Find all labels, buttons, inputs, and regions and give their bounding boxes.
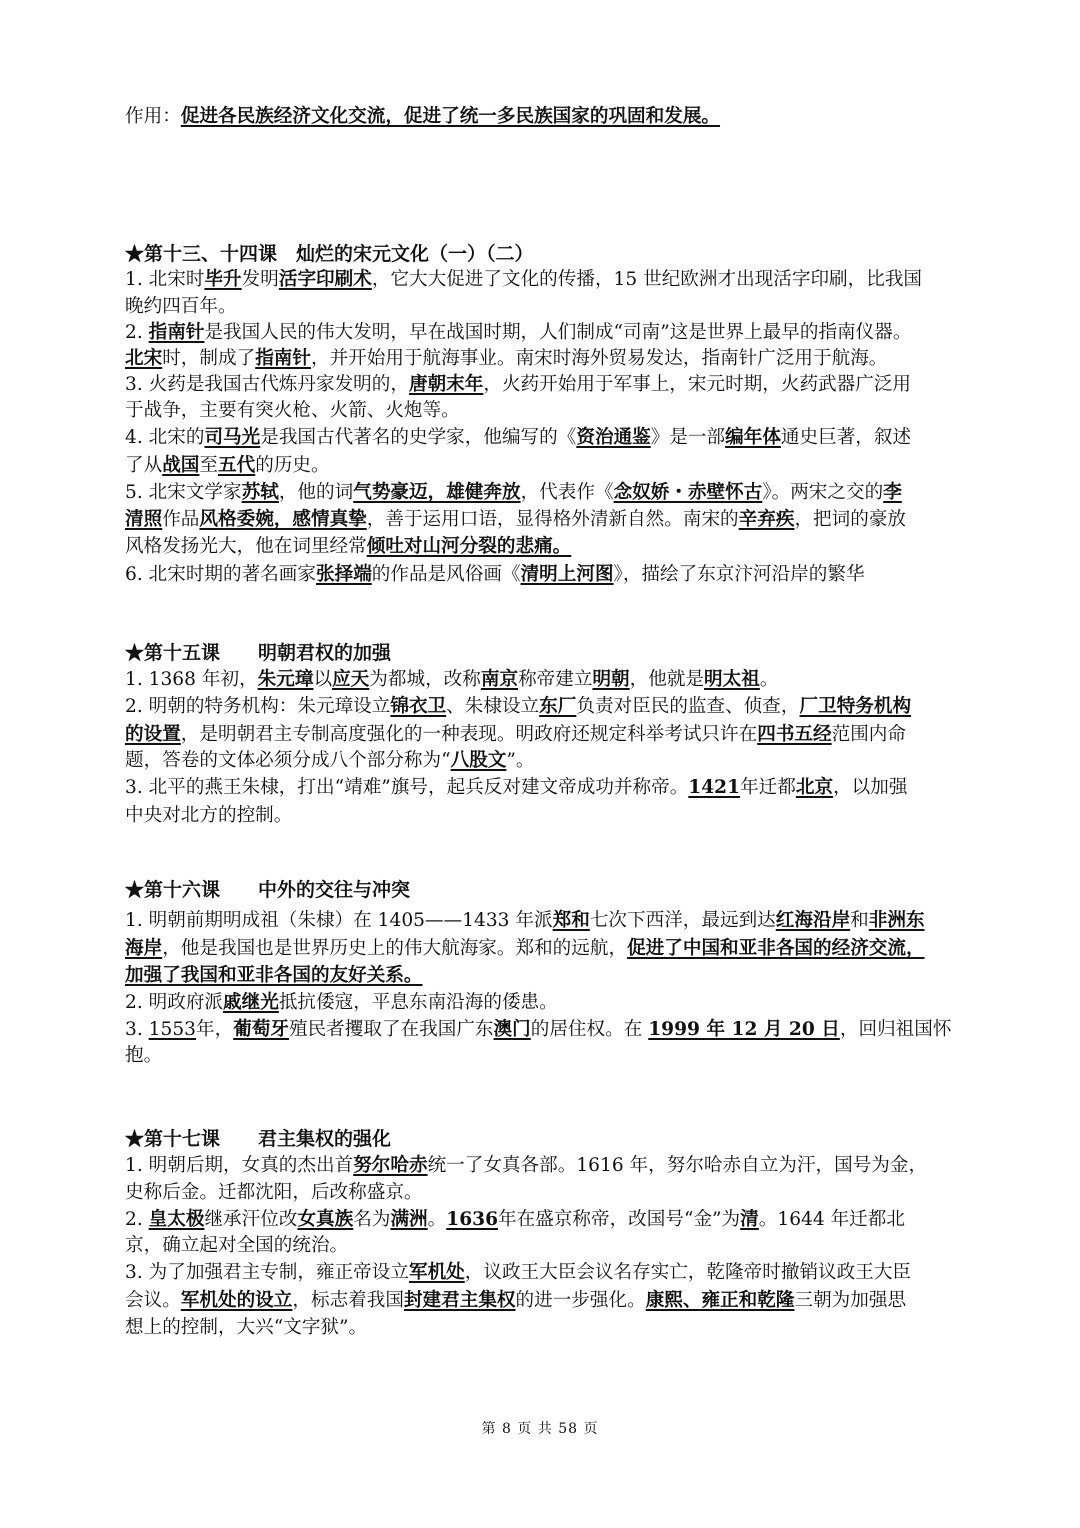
- text-segment: ，标志着我国: [292, 1290, 404, 1311]
- key-term: 唐朝末年: [408, 374, 484, 395]
- text-line: [125, 294, 1005, 320]
- text-segment: 1. 明朝后期，女真的杰出首: [125, 1155, 354, 1176]
- text-segment: 名为: [353, 1209, 391, 1230]
- key-term: 郑和: [552, 910, 590, 931]
- text-segment: ，把词的豪放: [794, 509, 907, 530]
- text-segment: 七次下西洋，最远到达: [589, 910, 776, 931]
- key-term: 指南针: [148, 322, 205, 343]
- key-term: 红海沿岸: [775, 910, 851, 931]
- text-segment: 题，答卷的文体必须分成八个部分称为“: [125, 750, 451, 771]
- text-segment: 的居住权。在: [530, 1019, 649, 1040]
- text-line: [125, 1017, 1005, 1043]
- text-line: [125, 694, 1005, 720]
- text-segment: ，他的词: [278, 482, 354, 503]
- text-segment: 。: [759, 669, 779, 690]
- key-term: 毕升: [204, 269, 242, 290]
- text-segment: 和: [850, 910, 869, 931]
- text-line: [125, 1153, 1005, 1179]
- text-segment: 年在盛京称帝，改国号“金”为: [498, 1209, 741, 1230]
- text-segment: 5. 北宋文学家: [125, 482, 242, 503]
- text-segment: 抱。: [125, 1045, 163, 1066]
- text-segment: 3. 火药是我国古代炼丹家发明的，: [125, 374, 409, 395]
- key-term: 五代: [218, 455, 256, 476]
- text-segment: 范围内命: [831, 724, 906, 745]
- key-term: 苏轼: [241, 482, 279, 503]
- text-segment: ，议政王大臣会议名存实亡，乾隆帝时撤销议政王大臣: [464, 1262, 912, 1283]
- text-line: [125, 398, 1005, 424]
- text-line: [125, 1180, 1005, 1206]
- text-segment: 发明: [241, 269, 279, 290]
- section-heading: ★第十五课 明朝君权的加强: [125, 642, 392, 664]
- key-term: 清照: [125, 509, 163, 530]
- key-term: 满洲: [390, 1209, 428, 1230]
- key-term: 清: [740, 1209, 759, 1230]
- text-line: [125, 936, 1005, 962]
- text-segment: 负责对臣民的监查、侦查，: [576, 696, 800, 717]
- key-term: 厂卫特务机构: [799, 696, 912, 717]
- text-segment: 1. 明朝前期明成祖（朱棣）在 1405——1433 年派: [125, 910, 553, 931]
- intro-label: 作用：: [125, 106, 181, 127]
- text-segment: 》，描绘了东京汴河沿岸的繁华: [613, 564, 865, 585]
- intro-text: 促进各民族经济文化交流，促进了统一多民族国家的巩固和发展。: [180, 106, 721, 127]
- text-line: [125, 534, 1005, 560]
- text-line: [125, 1207, 1005, 1233]
- text-segment: ”。: [506, 750, 535, 771]
- text-line: [125, 372, 1005, 398]
- text-segment: 殖民者攫取了在我国广东: [288, 1019, 494, 1040]
- text-line: [125, 908, 1005, 934]
- key-term: 努尔哈赤: [353, 1155, 428, 1176]
- key-term: 念奴娇・赤壁怀古: [613, 482, 763, 503]
- text-segment: ，他是我国也是世界历史上的伟大航海家。郑和的远航，: [162, 938, 628, 959]
- text-segment: 4. 北宋的: [125, 427, 205, 448]
- text-segment: 年，: [195, 1019, 234, 1040]
- key-term: 风格委婉，感情真挚: [199, 509, 367, 530]
- text-segment: ，是明朝君主专制高度强化的一种表现。明政府还规定科举考试只许在: [180, 724, 758, 745]
- text-segment: 会议。: [125, 1290, 181, 1311]
- key-term: 应天: [332, 669, 370, 690]
- text-segment: 、朱棣设立: [446, 696, 540, 717]
- text-segment: 的历史。: [255, 455, 330, 476]
- text-segment: 。1644 年迁都北: [758, 1209, 905, 1230]
- text-segment: 。: [427, 1209, 447, 1230]
- text-segment: 至: [199, 455, 219, 476]
- key-term: 封建君主集权: [403, 1290, 516, 1311]
- key-term: 加强了我国和亚非各国的友好关系。: [125, 965, 423, 986]
- text-segment: 风格发扬光大，他在词里经常: [125, 536, 367, 557]
- text-line: [125, 480, 1005, 506]
- text-segment: 称帝建立: [518, 669, 593, 690]
- text-line: [125, 507, 1005, 533]
- text-line: [125, 1288, 1005, 1314]
- text-line: [125, 722, 1005, 748]
- text-segment: ，代表作《: [520, 482, 614, 503]
- text-segment: 晚约四百年。: [125, 296, 237, 317]
- key-term: 辛弃疾: [738, 509, 795, 530]
- key-term: 北京: [795, 777, 834, 798]
- text-segment: 6. 北宋时期的著名画家: [125, 564, 316, 585]
- key-term: 康熙、雍正和乾隆: [645, 1290, 795, 1311]
- text-segment: 2. 明朝的特务机构：朱元璋设立: [125, 696, 391, 717]
- key-term: 戚继光: [223, 992, 279, 1013]
- text-segment: ，它大大促进了文化的传播，15 世纪欧洲才出现活字印刷，比我国: [371, 269, 923, 290]
- text-segment: 时，制成了: [162, 348, 256, 369]
- text-line: [125, 1043, 1005, 1069]
- key-term: 战国: [162, 455, 200, 476]
- key-term: 明太祖: [704, 669, 760, 690]
- key-term: 指南针: [255, 348, 311, 369]
- page-footer: 第 8 页 共 58 页: [481, 1421, 599, 1437]
- key-term: 皇太极: [148, 1209, 205, 1230]
- text-segment: 1. 北宋时: [125, 269, 205, 290]
- text-segment: 1. 1368 年初，: [125, 669, 258, 690]
- key-term: 的设置: [125, 724, 181, 745]
- text-segment: 3. 北平的燕王朱棣，打出“靖难”旗号，起兵反对建文帝成功并称帝。: [125, 777, 689, 798]
- text-segment: 统一了女真各部。1616 年，努尔哈赤自立为汗，国号为金，: [427, 1155, 928, 1176]
- text-segment: 中央对北方的控制。: [125, 805, 293, 826]
- text-segment: 想上的控制，大兴“文字狱”。: [125, 1317, 368, 1338]
- key-term: 北宋: [125, 348, 163, 369]
- key-term: 女真族: [297, 1209, 354, 1230]
- text-line: [125, 425, 1005, 451]
- text-segment: 史称后金。迁都沈阳，后改称盛京。: [125, 1182, 423, 1203]
- text-segment: 3. 为了加强君主专制，雍正帝设立: [125, 1262, 409, 1283]
- text-segment: 京，确立起对全国的统治。: [125, 1235, 349, 1256]
- text-segment: 为都城，改称: [369, 669, 481, 690]
- key-term: 司马光: [204, 427, 261, 448]
- key-term: 海岸: [125, 938, 163, 959]
- text-segment: 3.: [125, 1019, 149, 1040]
- key-term: 1636: [446, 1209, 499, 1230]
- key-term: 1421: [688, 777, 741, 798]
- key-term: 南京: [480, 669, 519, 690]
- text-segment: ，并开始用于航海事业。南宋时海外贸易发达，指南针广泛用于航海。: [310, 348, 888, 369]
- key-term: 李: [883, 482, 902, 503]
- key-term: 张择端: [316, 564, 372, 585]
- text-line: [125, 803, 1005, 829]
- text-segment: 三朝为加强思: [794, 1290, 907, 1311]
- text-segment: 了从: [125, 455, 163, 476]
- key-term: 倾吐对山河分裂的悲痛。: [366, 536, 572, 557]
- key-term: 1553: [148, 1019, 196, 1040]
- text-segment: 于战争，主要有突火枪、火箭、火炮等。: [125, 400, 460, 421]
- key-term: 编年体: [725, 427, 781, 448]
- key-term: 清明上河图: [520, 564, 614, 585]
- text-line: [125, 1260, 1005, 1286]
- text-segment: 的作品是风俗画《: [371, 564, 521, 585]
- key-term: 军机处: [408, 1262, 465, 1283]
- text-line: [125, 775, 1005, 801]
- text-segment: 通史巨著，叙述: [780, 427, 912, 448]
- section-heading: ★第十三、十四课 灿烂的宋元文化（一）（二）: [125, 243, 534, 265]
- text-segment: 2.: [125, 322, 149, 343]
- text-line: [125, 748, 1005, 774]
- key-term: 促进了中国和亚非各国的经济交流，: [627, 938, 925, 959]
- key-term: 八股文: [450, 750, 507, 771]
- text-segment: 的进一步强化。: [515, 1290, 646, 1311]
- text-line: [125, 1315, 1005, 1341]
- key-term: 东厂: [539, 696, 577, 717]
- text-segment: 》。两宋之交的: [762, 482, 884, 503]
- text-segment: 2. 明政府派: [125, 992, 224, 1013]
- key-term: 气势豪迈，雄健奔放: [353, 482, 521, 503]
- text-line: [125, 346, 1005, 372]
- text-segment: 继承汗位改: [204, 1209, 298, 1230]
- text-segment: 以: [313, 669, 333, 690]
- text-line: [125, 267, 1005, 293]
- key-term: 1999 年 12 月 20 日: [648, 1019, 840, 1040]
- text-segment: ，他就是: [629, 669, 705, 690]
- text-segment: 抵抗倭寇，平息东南沿海的倭患。: [278, 992, 558, 1013]
- key-term: 锦衣卫: [390, 696, 447, 717]
- text-segment: ，火药开始用于军事上，宋元时期，火药武器广泛用: [483, 374, 912, 395]
- text-segment: 年迁都: [740, 777, 796, 798]
- key-term: 军机处的设立: [180, 1290, 293, 1311]
- text-line: [125, 667, 1005, 693]
- section-heading: ★第十六课 中外的交往与冲突: [125, 879, 411, 901]
- text-line: [125, 990, 1005, 1016]
- text-line: [125, 320, 1005, 346]
- text-segment: ，善于运用口语，显得格外清新自然。南宋的: [366, 509, 739, 530]
- section-heading: ★第十七课 君主集权的强化: [125, 1128, 392, 1150]
- text-segment: 作品: [162, 509, 200, 530]
- text-segment: ，以加强: [833, 777, 908, 798]
- text-segment: 是我国古代著名的史学家，他编写的《: [260, 427, 577, 448]
- key-term: 非洲东: [868, 910, 925, 931]
- key-term: 明朝: [592, 669, 630, 690]
- key-term: 资治通鉴: [576, 427, 651, 448]
- text-line: [125, 963, 1005, 989]
- text-line: [125, 453, 1005, 479]
- text-segment: 》是一部: [650, 427, 726, 448]
- text-segment: 是我国人民的伟大发明，早在战国时期，人们制成“司南”这是世界上最早的指南仪器。: [204, 322, 912, 343]
- text-line: [125, 1233, 1005, 1259]
- key-term: 澳门: [493, 1019, 531, 1040]
- text-segment: ，回归祖国怀: [839, 1019, 952, 1040]
- key-term: 活字印刷术: [278, 269, 372, 290]
- key-term: 朱元璋: [257, 669, 314, 690]
- text-segment: 2.: [125, 1209, 149, 1230]
- key-term: 葡萄牙: [233, 1019, 289, 1040]
- intro-line: [125, 104, 1005, 130]
- key-term: 四书五经: [757, 724, 832, 745]
- text-line: [125, 562, 1005, 588]
